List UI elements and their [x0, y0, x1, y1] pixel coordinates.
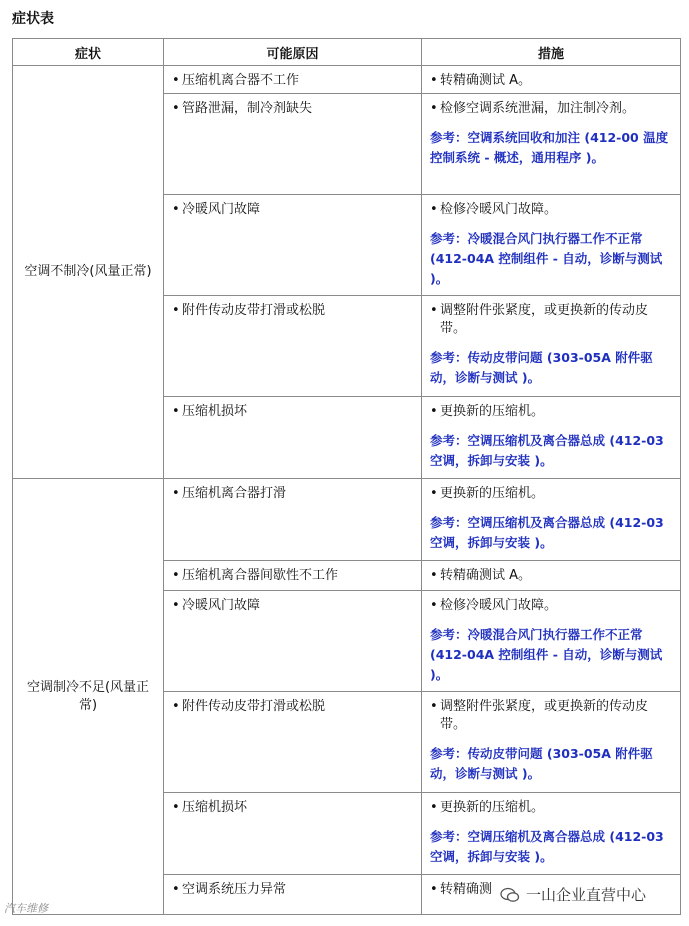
action-cell — [422, 296, 681, 397]
reference-note: 参考：传动皮带问题 (303-05A 附件驱动，诊断与测试 )。 — [430, 746, 653, 781]
bullet-icon: • — [430, 882, 438, 897]
action-cell — [422, 397, 681, 479]
page-title: 症状表 — [12, 11, 54, 27]
symptom-cell: 空调不制冷(风量正常) — [13, 66, 164, 479]
bullet-icon: • — [172, 404, 180, 419]
bullet-icon: • — [430, 800, 438, 815]
action-cell — [422, 479, 681, 561]
cause-text: 压缩机损坏 — [182, 800, 248, 815]
bullet-icon: • — [430, 101, 438, 116]
action-cell — [422, 692, 681, 793]
bullet-icon: • — [430, 598, 438, 613]
cause-cell — [164, 397, 422, 479]
cause-cell — [164, 195, 422, 296]
header-cause: 可能原因 — [164, 39, 422, 66]
reference-note: 参考：空调压缩机及离合器总成 (412-03 空调，拆卸与安装 )。 — [430, 829, 664, 864]
header-symptom: 症状 — [13, 39, 164, 66]
cause-text: 压缩机离合器间歇性不工作 — [182, 568, 339, 583]
bullet-icon: • — [172, 568, 180, 583]
bullet-icon: • — [172, 202, 180, 217]
table-header-row — [13, 39, 681, 66]
action-text: 调整附件张紧度，或更换新的传动皮带。 — [440, 303, 649, 336]
cause-text: 压缩机离合器不工作 — [182, 73, 300, 88]
bullet-icon: • — [172, 101, 180, 116]
cause-cell — [164, 591, 422, 692]
cause-cell — [164, 793, 422, 875]
cause-text: 冷暖风门故障 — [182, 202, 261, 217]
cause-cell — [164, 875, 422, 915]
action-text: 更换新的压缩机。 — [440, 486, 545, 501]
bullet-icon: • — [430, 486, 438, 501]
cause-text: 压缩机损坏 — [182, 404, 248, 419]
bullet-icon: • — [172, 486, 180, 501]
table-row — [13, 479, 681, 561]
bullet-icon: • — [172, 303, 180, 318]
reference-note: 参考：空调压缩机及离合器总成 (412-03 空调，拆卸与安装 )。 — [430, 515, 664, 550]
table-body — [13, 66, 681, 915]
bullet-icon: • — [172, 598, 180, 613]
reference-note: 参考：传动皮带问题 (303-05A 附件驱动，诊断与测试 )。 — [430, 350, 653, 385]
cause-cell — [164, 561, 422, 591]
action-text: 转精确测试 A。 — [440, 568, 532, 583]
bullet-icon: • — [172, 800, 180, 815]
action-cell — [422, 195, 681, 296]
symptom-cell: 空调制冷不足(风量正常) — [13, 479, 164, 915]
action-cell — [422, 561, 681, 591]
cause-cell — [164, 296, 422, 397]
corner-watermark: 汽车维修 — [4, 902, 48, 915]
bullet-icon: • — [172, 73, 180, 88]
watermark — [500, 884, 646, 905]
bullet-icon: • — [430, 699, 438, 714]
reference-note: 参考：空调系统回收和加注 (412-00 温度控制系统 - 概述，通用程序 )。 — [430, 130, 669, 165]
header-action: 措施 — [422, 39, 681, 66]
action-text: 更换新的压缩机。 — [440, 404, 545, 419]
action-text: 调整附件张紧度，或更换新的传动皮带。 — [440, 699, 649, 732]
cause-cell — [164, 94, 422, 195]
watermark-text: 一山企业直营中心 — [526, 886, 647, 904]
action-text: 检修冷暖风门故障。 — [440, 202, 558, 217]
bullet-icon: • — [430, 73, 438, 88]
action-text: 转精确测 — [440, 882, 493, 897]
action-cell — [422, 66, 681, 94]
cause-cell — [164, 479, 422, 561]
action-text: 更换新的压缩机。 — [440, 800, 545, 815]
cause-text: 空调系统压力异常 — [182, 882, 287, 897]
action-text: 检修空调系统泄漏，加注制冷剂。 — [440, 101, 636, 116]
cause-text: 冷暖风门故障 — [182, 598, 261, 613]
action-cell — [422, 591, 681, 692]
symptom-table — [12, 38, 681, 915]
cause-cell — [164, 66, 422, 94]
bullet-icon: • — [430, 404, 438, 419]
action-cell — [422, 94, 681, 195]
reference-note: 参考：冷暖混合风门执行器工作不正常 (412-04A 控制组件 - 自动，诊断与测试 )。 — [430, 627, 663, 682]
bullet-icon: • — [430, 568, 438, 583]
cause-text: 附件传动皮带打滑或松脱 — [182, 303, 326, 318]
cause-cell — [164, 692, 422, 793]
action-cell — [422, 793, 681, 875]
action-text: 检修冷暖风门故障。 — [440, 598, 558, 613]
bullet-icon: • — [172, 882, 180, 897]
bullet-icon: • — [430, 303, 438, 318]
wechat-icon — [500, 887, 520, 903]
bullet-icon: • — [172, 699, 180, 714]
cause-text: 压缩机离合器打滑 — [182, 486, 287, 501]
action-text: 转精确测试 A。 — [440, 73, 532, 88]
cause-text: 管路泄漏，制冷剂缺失 — [182, 101, 313, 116]
table-row — [13, 66, 681, 94]
reference-note: 参考：冷暖混合风门执行器工作不正常 (412-04A 控制组件 - 自动，诊断与测试 )。 — [430, 231, 663, 286]
bullet-icon: • — [430, 202, 438, 217]
reference-note: 参考：空调压缩机及离合器总成 (412-03 空调，拆卸与安装 )。 — [430, 433, 664, 468]
cause-text: 附件传动皮带打滑或松脱 — [182, 699, 326, 714]
